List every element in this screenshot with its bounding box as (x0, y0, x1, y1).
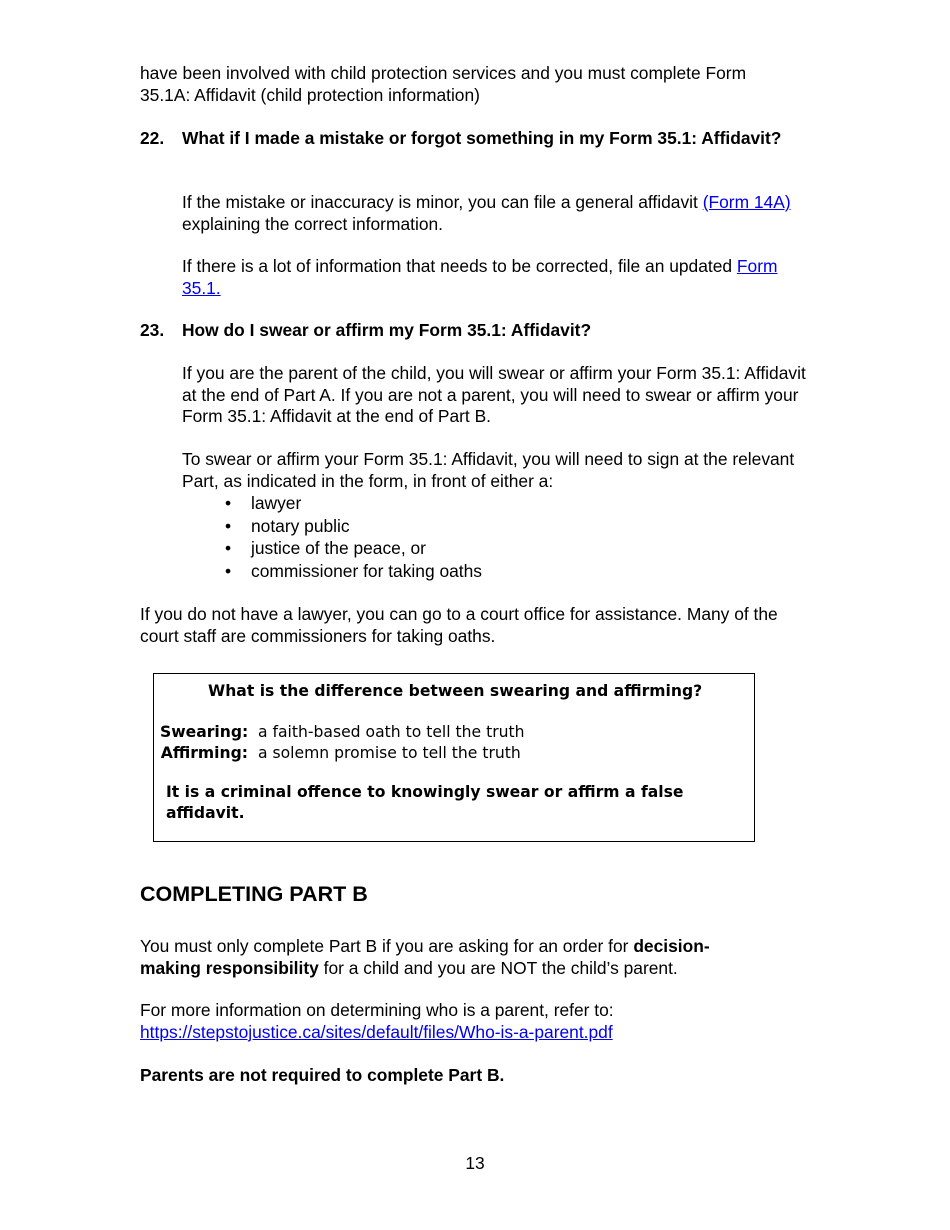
affirming-definition-row (160, 743, 521, 765)
question-23-title: How do I swear or affirm my Form 35.1: Affidavit? (182, 320, 592, 340)
swearing-definition-row (160, 722, 525, 744)
question-23-number: 23. (140, 320, 165, 340)
bullet-icon: • (225, 515, 232, 536)
bullet-icon: • (225, 561, 232, 582)
part-b-note: Parents are not required to complete Part B. (140, 1065, 505, 1085)
part-b-paragraph-1 (140, 936, 765, 979)
question-22-title: What if I made a mistake or forgot something in my Form 35.1: Affidavit? (182, 128, 782, 148)
list-item-text: lawyer (251, 493, 302, 513)
bullet-icon: • (225, 493, 232, 513)
intro-line-2: 35.1A: Affidavit (child protection information) (140, 84, 480, 105)
part-b-p1-text-before: You must only complete Part B if you are asking for an order for (140, 936, 634, 956)
list-item-text: notary public (251, 515, 350, 536)
criminal-offence-warning: It is a criminal offence to knowingly swear or affirm a false affidavit. (166, 783, 684, 822)
question-23-paragraph-1: If you are the parent of the child, you will swear or affirm your Form 35.1: Affidavit at the end of Part A. If you are not a parent, you will need to swear or affirm your Form 35.1: Affidavit at the end of Part B. (182, 363, 806, 426)
who-is-a-parent-link[interactable]: https://stepstojustice.ca/sites/default/files/Who-is-a-parent.pdf (140, 1021, 613, 1042)
box-title: What is the difference between swearing and affirming? (208, 682, 703, 700)
q22-p2-text: If there is a lot of information that needs to be corrected, file an updated (182, 256, 737, 276)
bullet-icon: • (225, 538, 232, 559)
list-item (182, 537, 482, 560)
question-22-paragraph-1 (182, 192, 807, 235)
part-b-paragraph-2 (140, 1000, 820, 1043)
part-b-p2-text: For more information on determining who is a parent, refer to: (140, 1000, 614, 1020)
part-b-p1-text-after: for a child and you are NOT the child’s parent. (318, 957, 678, 978)
list-item (182, 560, 482, 583)
form-14a-link[interactable]: (Form 14A) (702, 192, 791, 212)
section-heading-part-b: COMPLETING PART B (140, 882, 368, 906)
affirming-definition: a solemn promise to tell the truth (258, 744, 521, 762)
list-item-text: commissioner for taking oaths (251, 561, 483, 582)
assistance-paragraph: If you do not have a lawyer, you can go to a court office for assistance. Many of the court staff are commissioners for taking oaths. (140, 604, 778, 646)
part-b-p1-bold: decision-making responsibility (140, 936, 710, 978)
q22-p1-text-after: explaining the correct information. (182, 213, 443, 234)
swearing-affirming-box (153, 673, 755, 842)
list-item (182, 492, 482, 515)
q22-p1-text-before: If the mistake or inaccuracy is minor, you can file a general affidavit (182, 192, 703, 212)
question-23-paragraph-2: To swear or affirm your Form 35.1: Affidavit, you will need to sign at the relevant Part, as indicated in the form, in front of either a: (182, 449, 795, 491)
intro-paragraph (140, 63, 746, 106)
swearing-definition: a faith-based oath to tell the truth (258, 723, 525, 741)
question-22-paragraph-2 (182, 256, 802, 299)
question-22-number: 22. (140, 128, 165, 148)
affirming-term: Affirming: (160, 744, 248, 762)
swearing-term: Swearing: (160, 723, 249, 741)
list-item (182, 515, 482, 538)
form-35-1-link[interactable]: Form 35.1. (182, 256, 778, 298)
list-item-text: justice of the peace, or (251, 538, 426, 559)
page-number: 13 (465, 1153, 485, 1173)
signing-officials-list (182, 492, 482, 583)
intro-line-1: have been involved with child protection services and you must complete Form (140, 63, 747, 83)
